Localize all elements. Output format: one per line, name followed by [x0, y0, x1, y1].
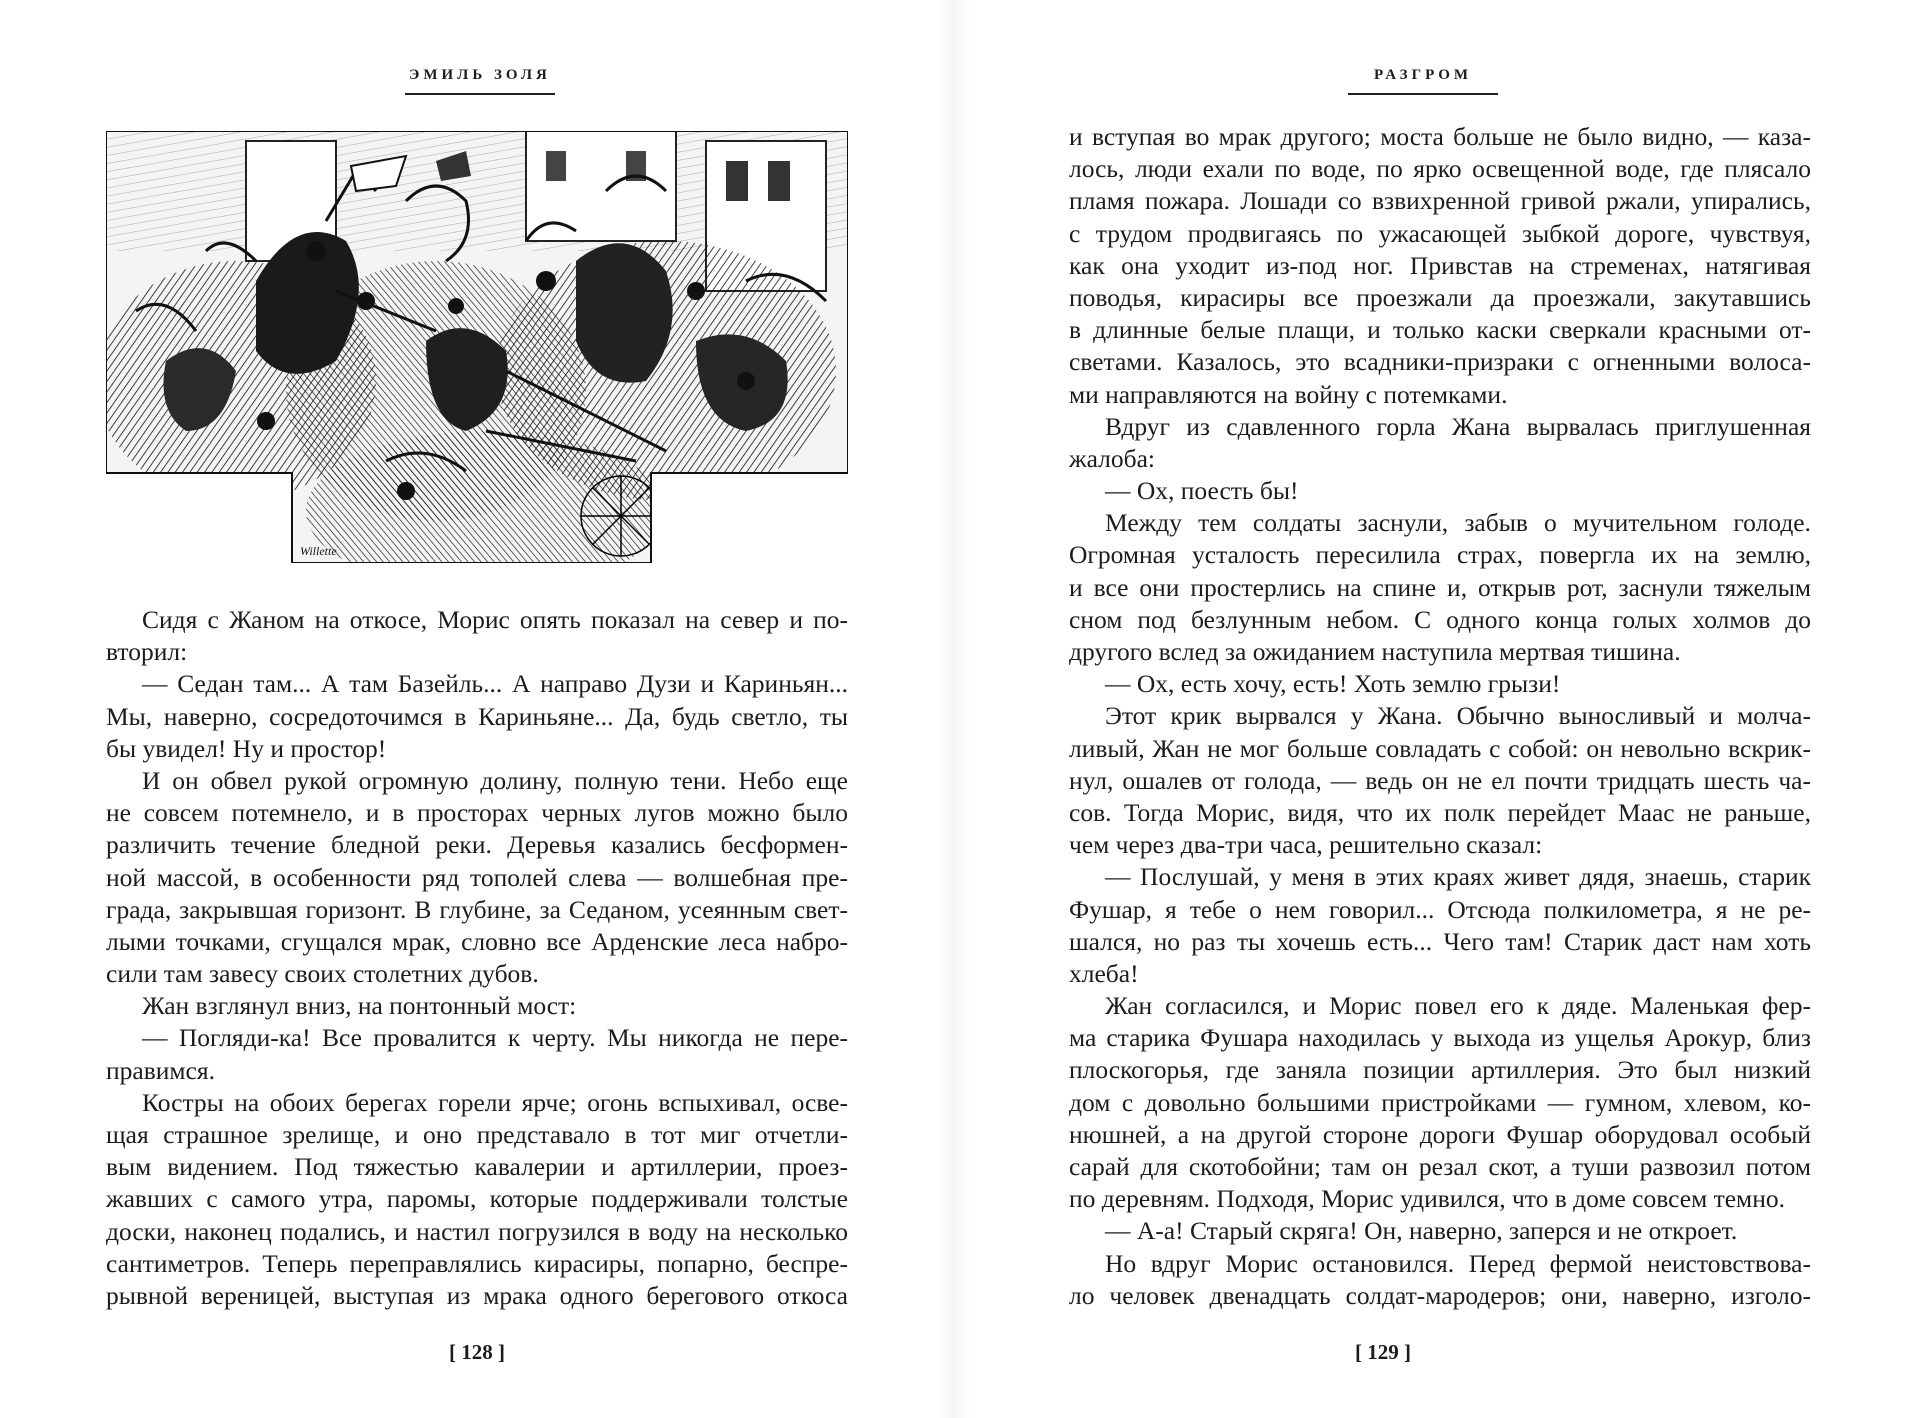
text-line: светами. Казалось, это всадники-призраки с огненными волоса-	[1069, 347, 1811, 377]
text-line: нюшней, а на другой стороне дороги Фушар оборудовал особый	[1069, 1119, 1811, 1149]
text-line: различить течение бледной реки. Деревья казались бесформен-	[106, 830, 848, 860]
running-head-author	[400, 67, 560, 95]
page-number-left: [ 128 ]	[449, 1340, 505, 1364]
text-line: ной массой, в особенности ряд тополей слева — волшебная пре-	[106, 862, 848, 892]
text-line: И он обвел рукой огромную долину, полную тени. Небо еще	[142, 765, 848, 795]
text-line: сов. Тогда Морис, видя, что их полк перейдет Маас не раньше,	[1069, 797, 1811, 827]
text-line: нул, ошалев от голода, — ведь он не ел почти тридцать шесть ча-	[1069, 765, 1811, 795]
text-line: Между тем солдаты заснули, забыв о мучительном голоде.	[1105, 508, 1811, 538]
battle-engraving-image	[106, 131, 848, 563]
text-line: лось, люди ехали по воде, по ярко освещенной воде, где плясало	[1069, 154, 1811, 184]
text-line: и все они простерлись на спине и, открыв рот, заснули тяжелым	[1069, 572, 1811, 602]
text-line: и вступая во мрак другого; моста больше не было видно, — каза-	[1069, 122, 1811, 151]
text-line: — Послушай, у меня в этих краях живет дядя, знаешь, старик	[1105, 862, 1811, 892]
text-line: сили там завесу своих столетних дубов.	[106, 959, 539, 989]
text-line: — Седан там... А там Базейль... А направо Дузи и Кариньян...	[142, 669, 848, 699]
text-line: пламя пожара. Лошади со взвихренной гривой ржали, упирались,	[1069, 186, 1811, 216]
text-line: поводья, кирасиры все проезжали да проезжали, закутавшись	[1069, 282, 1811, 312]
text-line: правимся.	[106, 1055, 215, 1085]
text-line: Фушар, я тебе о нем говорил... Отсюда полкилометра, я не ре-	[1069, 894, 1811, 924]
text-line: доски, наконец подались, и настил погрузился в воду на несколько	[106, 1216, 848, 1246]
text-line: ливый, Жан не мог больше совладать с собой: он невольно вскрик-	[1069, 733, 1811, 763]
left-page-body-text	[106, 604, 848, 1312]
right-page-body-text	[1069, 121, 1811, 1312]
text-line: вым видением. Под тяжестью кавалерии и артиллерии, проез-	[106, 1152, 848, 1182]
text-line: плоскогорья, где заняла позиции артиллерия. Это был низкий	[1069, 1055, 1811, 1085]
right-page	[953, 0, 1906, 1418]
text-line: чем через два-три часа, решительно сказал:	[1069, 830, 1543, 860]
text-line: по деревням. Подходя, Морис удивился, что в доме совсем темно.	[1069, 1184, 1785, 1214]
text-line: ми направляются на войну с потемками.	[1069, 379, 1508, 409]
running-head-author-text: ЭМИЛЬ ЗОЛЯ	[409, 67, 551, 83]
text-line: Жан взглянул вниз, на понтонный мост:	[142, 991, 577, 1021]
text-line: лыми точками, сгущался мрак, словно все Арденские леса набро-	[106, 926, 848, 956]
text-line: сарай для скотобойни; там он резал скот, а туши развозил потом	[1069, 1152, 1811, 1181]
text-line: дом с довольно большими пристройками — гумном, хлевом, ко-	[1069, 1087, 1811, 1117]
text-line: не совсем потемнело, и в просторах черных лугов можно было	[106, 798, 848, 828]
text-line: сантиметров. Теперь переправлялись кирасиры, попарно, беспре-	[106, 1248, 848, 1278]
text-line: бы увидел! Ну и простор!	[106, 733, 387, 763]
text-line: другого вслед за ожиданием наступила мертвая тишина.	[1069, 637, 1681, 666]
text-line: щая страшное зрелище, и оно представало в тот миг отчетли-	[106, 1120, 848, 1149]
text-line: ма старика Фушара находилась у выхода из ущелья Арокур, близ	[1069, 1023, 1811, 1053]
text-line: Костры на обоих берегах горели ярче; огонь вспыхивал, осве-	[142, 1087, 848, 1117]
text-line: в длинные белые плащи, и только каски сверкали красными от-	[1069, 315, 1811, 345]
text-line: Но вдруг Морис остановился. Перед фермой неистовствова-	[1105, 1248, 1811, 1278]
text-line: жалоба:	[1069, 443, 1156, 473]
running-head-rule	[1348, 93, 1498, 95]
illustration-signature: Willette	[300, 544, 337, 558]
text-line: Огромная усталость пересилила страх, повергла их на землю,	[1069, 540, 1811, 570]
text-line: хлеба!	[1069, 958, 1139, 988]
running-head-title	[1343, 67, 1503, 95]
text-line: Жан согласился, и Морис повел его к дяде. Маленькая фер-	[1105, 991, 1811, 1021]
text-line: как она уходит из-под ног. Привстав на стременах, натягивая	[1069, 250, 1811, 280]
text-line: с трудом продвигаясь по ужасающей зыбкой дороге, чувствуя,	[1069, 218, 1811, 248]
text-line: ло человек двенадцать солдат-мародеров; они, наверно, изголо-	[1069, 1280, 1811, 1310]
text-line: града, закрывшая горизонт. В глубине, за Седаном, усеянным свет-	[106, 894, 848, 924]
page-number-right: [ 129 ]	[1355, 1340, 1411, 1364]
text-line: — А-а! Старый скряга! Он, наверно, заперся и не откроет.	[1105, 1216, 1738, 1246]
text-line: вторил:	[106, 637, 188, 667]
text-line: жавших с самого утра, паромы, которые поддерживали толстые	[106, 1184, 848, 1214]
text-line: рывной вереницей, выступая из мрака одного берегового откоса	[106, 1280, 848, 1310]
text-line: Сидя с Жаном на откосе, Морис опять показал на север и по-	[142, 605, 848, 634]
running-head-rule	[405, 93, 555, 95]
running-head-title-text: РАЗГРОМ	[1373, 67, 1473, 83]
text-line: Мы, наверно, сосредоточимся в Кариньяне... Да, будь светло, ты	[106, 701, 848, 731]
text-line: Вдруг из сдавленного горла Жана вырвалась приглушенная	[1105, 411, 1811, 441]
battle-illustration	[106, 131, 848, 563]
text-line: — Погляди-ка! Все провалится к черту. Мы никогда не пере-	[142, 1023, 848, 1053]
text-line: сном под безлунным небом. С одного конца голых холмов до	[1069, 604, 1811, 634]
text-line: — Ох, поесть бы!	[1105, 476, 1299, 506]
text-line: Этот крик вырвался у Жана. Обычно выносливый и молча-	[1105, 701, 1811, 731]
text-line: шался, но раз ты хочешь есть... Чего там! Старик даст нам хоть	[1069, 926, 1811, 956]
text-line: — Ох, есть хочу, есть! Хоть землю грызи!	[1105, 669, 1561, 699]
